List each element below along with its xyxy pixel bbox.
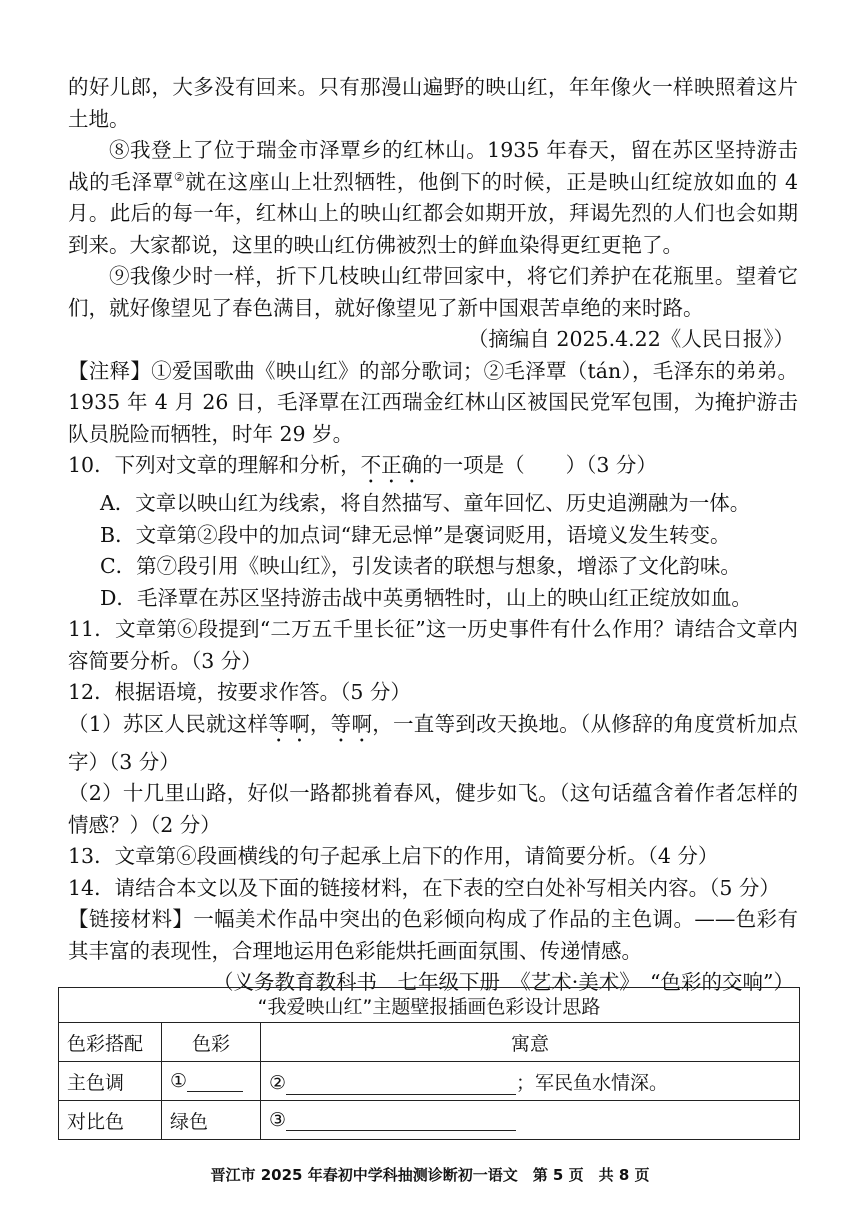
header-color: 色彩: [162, 1023, 261, 1062]
cell-green: 绿色: [162, 1101, 261, 1140]
emphasis-dots: 不正确: [360, 453, 423, 477]
header-meaning: 寓意: [261, 1023, 800, 1062]
question-11: 11．文章第⑥段提到“二万五千里长征”这一历史事件有什么作用？请结合文章内容简要分析。（3 分）: [68, 617, 798, 673]
option-a: A．文章以映山红为线索，将自然描写、童年回忆、历史追溯融为一体。: [100, 491, 751, 515]
paragraph-8: ⑧我登上了位于瑞金市泽覃乡的红林山。1935 年春天，留在苏区坚持游击战的毛泽覃②就在这座山上壮烈牺牲，他倒下的时候，正是映山红绽放如血的 4 月。此后的每一年，红林山上的映山红都会如期开放，拜谒先烈的人们也会如期到来。大家都说，这里的映山红仿佛被烈士的鲜血染得更红更艳了。: [68, 138, 798, 257]
question-12-1: （1）苏区人民就这样等啊，等啊，一直等到改天换地。（从修辞的角度赏析加点字）（3 分）: [68, 711, 799, 774]
question-12: 12．根据语境，按要求作答。（5 分）: [68, 680, 411, 704]
table-row: [59, 1062, 800, 1101]
color-design-table: [58, 987, 800, 1140]
question-12-2: （2）十几里山路，好似一路都挑着春风，健步如飞。（这句话蕴含着作者怎样的情感？）（2 分）: [68, 781, 798, 837]
table-header-row: [59, 1023, 800, 1062]
link-material: 【链接材料】一幅美术作品中突出的色彩倾向构成了作品的主色调。——色彩有其丰富的表现性，合理地运用色彩能烘托画面氛围、传递情感。: [68, 907, 798, 963]
row-contrast: 对比色: [59, 1101, 162, 1140]
footnote-marker: ②: [173, 169, 186, 184]
annotation: 【注释】①爱国歌曲《映山红》的部分歌词；②毛泽覃（tán），毛泽东的弟弟。1935 年 4 月 26 日，毛泽覃在江西瑞金红林山区被国民党军包围，为掩护游击队员脱险而牺牲，时年 29 岁。: [68, 358, 798, 446]
cell-blank-1[interactable]: ①: [162, 1062, 261, 1101]
article-body: [68, 72, 798, 999]
question-14: 14．请结合本文以及下面的链接材料，在下表的空白处补写相关内容。（5 分）: [68, 875, 780, 900]
table-row: [59, 1101, 800, 1140]
paragraph-7-end: 的好儿郎，大多没有回来。只有那漫山遍野的映山红，年年像火一样映照着这片土地。: [68, 75, 798, 131]
article-source: （摘编自 2025.4.22《人民日报》）: [467, 327, 794, 351]
option-c: C．第⑦段引用《映山红》，引发读者的联想与想象，增添了文化韵味。: [100, 554, 741, 578]
cell-blank-2[interactable]: ② ；军民鱼水情深。: [261, 1062, 800, 1101]
paragraph-9: ⑨我像少时一样，折下几枝映山红带回家中，将它们养护在花瓶里。望着它们，就好像望见了春色满目，就好像望见了新中国艰苦卓绝的来时路。: [68, 264, 798, 320]
question-13: 13．文章第⑥段画横线的句子起承上启下的作用，请简要分析。（4 分）: [68, 844, 719, 868]
link-source: （义务教育教科书 七年级下册 《艺术·美术》 “色彩的交响”）: [213, 970, 794, 994]
page-footer: 晋江市 2025 年春初中学科抽测诊断初一语文 第 5 页 共 8 页: [210, 1166, 650, 1184]
row-main-tone: 主色调: [59, 1062, 162, 1101]
header-color-match: 色彩搭配: [59, 1023, 162, 1062]
option-b: B．文章第②段中的加点词“肆无忌惮”是褒词贬用，语境义发生转变。: [100, 522, 731, 547]
option-d: D．毛泽覃在苏区坚持游击战中英勇牺牲时，山上的映山红正绽放如血。: [100, 585, 752, 610]
table-title: “我爱映山红”主题壁报插画色彩设计思路: [59, 988, 800, 1023]
cell-blank-3[interactable]: ③: [261, 1101, 800, 1140]
question-10: 10．下列对文章的理解和分析，不正确的一项是（ ）（3 分）: [68, 453, 657, 477]
